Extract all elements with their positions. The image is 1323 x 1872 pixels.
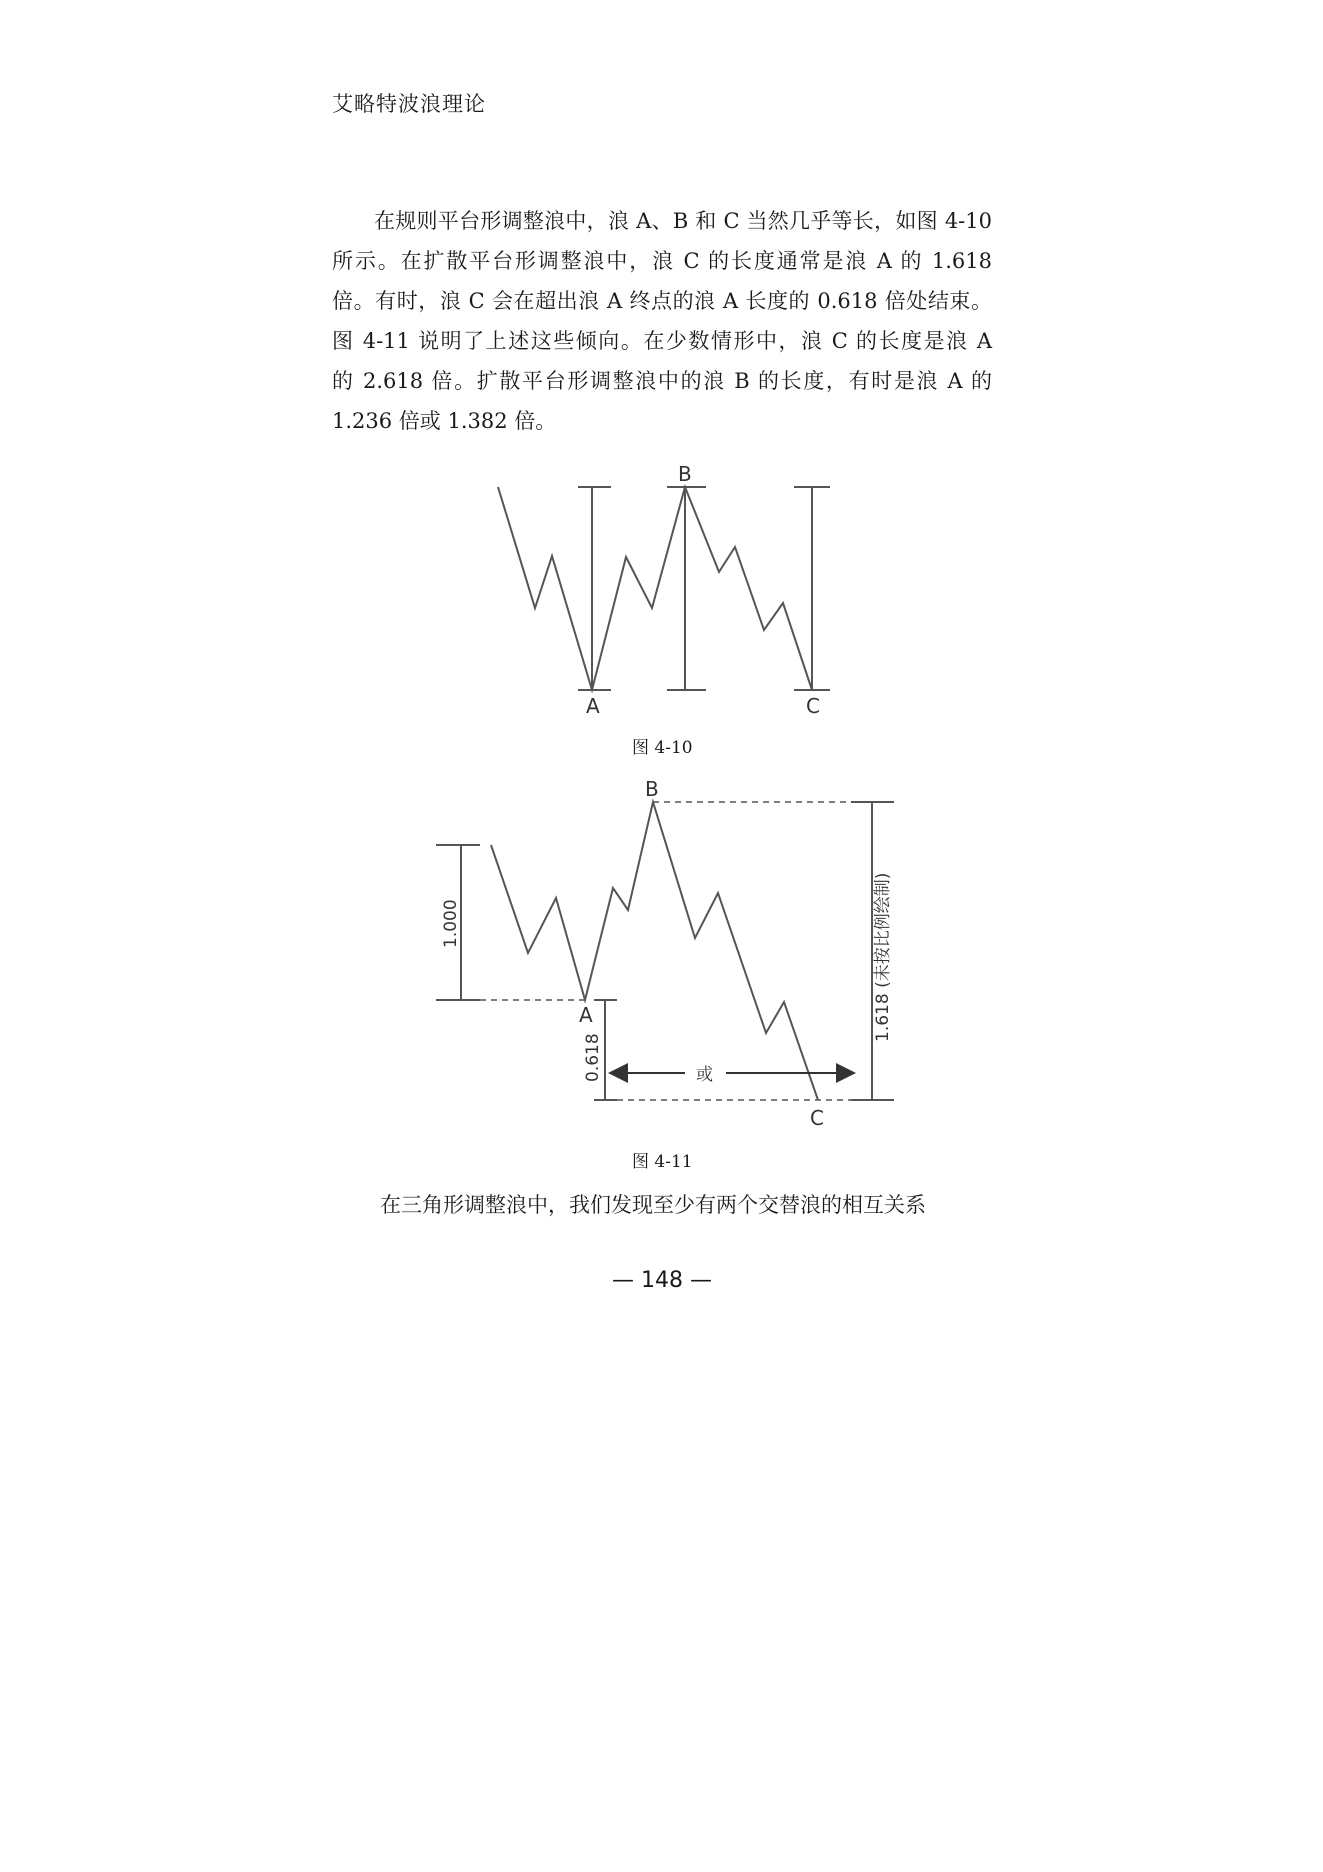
paragraph-line: 倍。有时，浪 C 会在超出浪 A 终点的浪 A 长度的 0.618 倍处结束。 — [332, 289, 992, 313]
wave-label-a: A — [579, 1003, 593, 1027]
paragraph-line: 的 2.618 倍。扩散平台形调整浪中的浪 B 的长度，有时是浪 A 的 — [332, 369, 992, 393]
paragraph-line: 在规则平台形调整浪中，浪 A、B 和 C 当然几乎等长，如图 4-10 — [374, 209, 992, 233]
paragraph-line: 所示。在扩散平台形调整浪中，浪 C 的长度通常是浪 A 的 1.618 — [332, 249, 992, 273]
wave-label-a: A — [586, 694, 600, 718]
paragraph-line: 在三角形调整浪中，我们发现至少有两个交替浪的相互关系 — [380, 1193, 926, 1217]
wave-label-c: C — [806, 694, 820, 718]
body-paragraph — [332, 1185, 992, 1225]
ratio-label-1000: 1.000 — [441, 899, 461, 948]
wave-label-b: B — [645, 777, 659, 801]
wave-path — [491, 802, 818, 1100]
figure-caption: 图 4-10 — [632, 738, 693, 758]
wave-label-c: C — [810, 1106, 824, 1130]
page-number: — 148 — — [612, 1268, 712, 1293]
paragraph-line: 图 4-11 说明了上述这些倾向。在少数情形中，浪 C 的长度是浪 A — [332, 329, 992, 353]
or-label: 或 — [696, 1065, 713, 1085]
running-header: 艾略特波浪理论 — [332, 92, 486, 116]
paragraph-line: 1.236 倍或 1.382 倍。 — [332, 409, 557, 433]
figure-caption: 图 4-11 — [632, 1152, 693, 1172]
wave-label-b: B — [678, 462, 692, 486]
ratio-label-0618: 0.618 — [583, 1033, 603, 1082]
ratio-label-1618: 1.618 (未按比例绘制) — [873, 872, 893, 1042]
